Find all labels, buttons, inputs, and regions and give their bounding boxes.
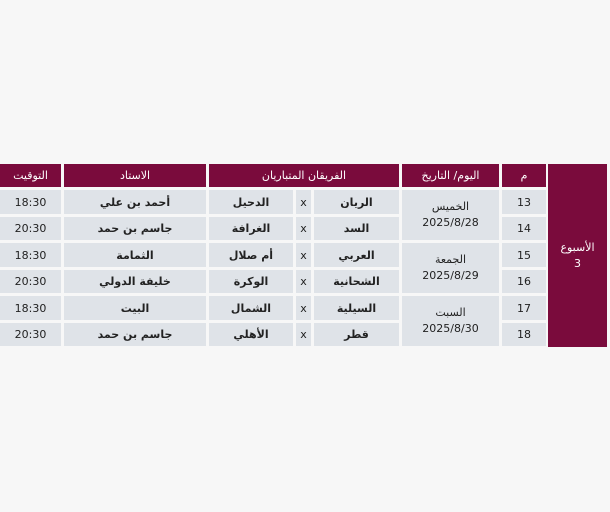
match-number-cell: 17 [502, 296, 546, 320]
day-date: 2025/8/30 [422, 322, 479, 335]
time-cell: 18:30 [0, 243, 61, 267]
time-cell: 20:30 [0, 217, 61, 240]
match-number-cell: 13 [502, 190, 546, 214]
away-team-cell: الوكرة [209, 270, 293, 293]
time-cell: 18:30 [0, 190, 61, 214]
vs-cell: x [296, 270, 311, 293]
vs-cell: x [296, 190, 311, 214]
stadium-cell: أحمد بن علي [64, 190, 206, 214]
match-number-cell: 18 [502, 323, 546, 346]
header-time: التوقيت [0, 164, 61, 187]
header-date: اليوم/ التاريخ [402, 164, 499, 187]
stadium-cell: الثمامة [64, 243, 206, 267]
stadium-cell: خليفة الدولي [64, 270, 206, 293]
stadium-cell: جاسم بن حمد [64, 323, 206, 346]
match-number-cell: 14 [502, 217, 546, 240]
match-number-cell: 15 [502, 243, 546, 267]
week-label: الأسبوع [560, 240, 595, 254]
time-cell: 20:30 [0, 323, 61, 346]
header-index: م [502, 164, 546, 187]
header-teams: الفريقان المتباريان [209, 164, 399, 187]
header-stadium: الاستاد [64, 164, 206, 187]
away-team-cell: الأهلي [209, 323, 293, 346]
stadium-cell: جاسم بن حمد [64, 217, 206, 240]
home-team-cell: السد [314, 217, 399, 240]
home-team-cell: العربي [314, 243, 399, 267]
day-name: الجمعة [434, 253, 467, 266]
home-team-cell: الشحانية [314, 270, 399, 293]
week-number: 3 [574, 256, 581, 270]
away-team-cell: الدحيل [209, 190, 293, 214]
day-cell-3 [402, 296, 499, 346]
vs-cell: x [296, 217, 311, 240]
home-team-cell: الريان [314, 190, 399, 214]
vs-cell: x [296, 323, 311, 346]
week-cell [548, 164, 607, 347]
vs-cell: x [296, 296, 311, 320]
day-cell-2 [402, 243, 499, 293]
stadium-cell: البيت [64, 296, 206, 320]
day-cell-1 [402, 190, 499, 240]
away-team-cell: الشمال [209, 296, 293, 320]
day-name: السبت [435, 306, 466, 319]
away-team-cell: أم صلال [209, 243, 293, 267]
day-date: 2025/8/29 [422, 269, 479, 282]
home-team-cell: قطر [314, 323, 399, 346]
day-date: 2025/8/28 [422, 216, 479, 229]
vs-cell: x [296, 243, 311, 267]
away-team-cell: الغرافة [209, 217, 293, 240]
home-team-cell: السيلية [314, 296, 399, 320]
time-cell: 20:30 [0, 270, 61, 293]
day-name: الخميس [431, 200, 470, 213]
match-number-cell: 16 [502, 270, 546, 293]
time-cell: 18:30 [0, 296, 61, 320]
